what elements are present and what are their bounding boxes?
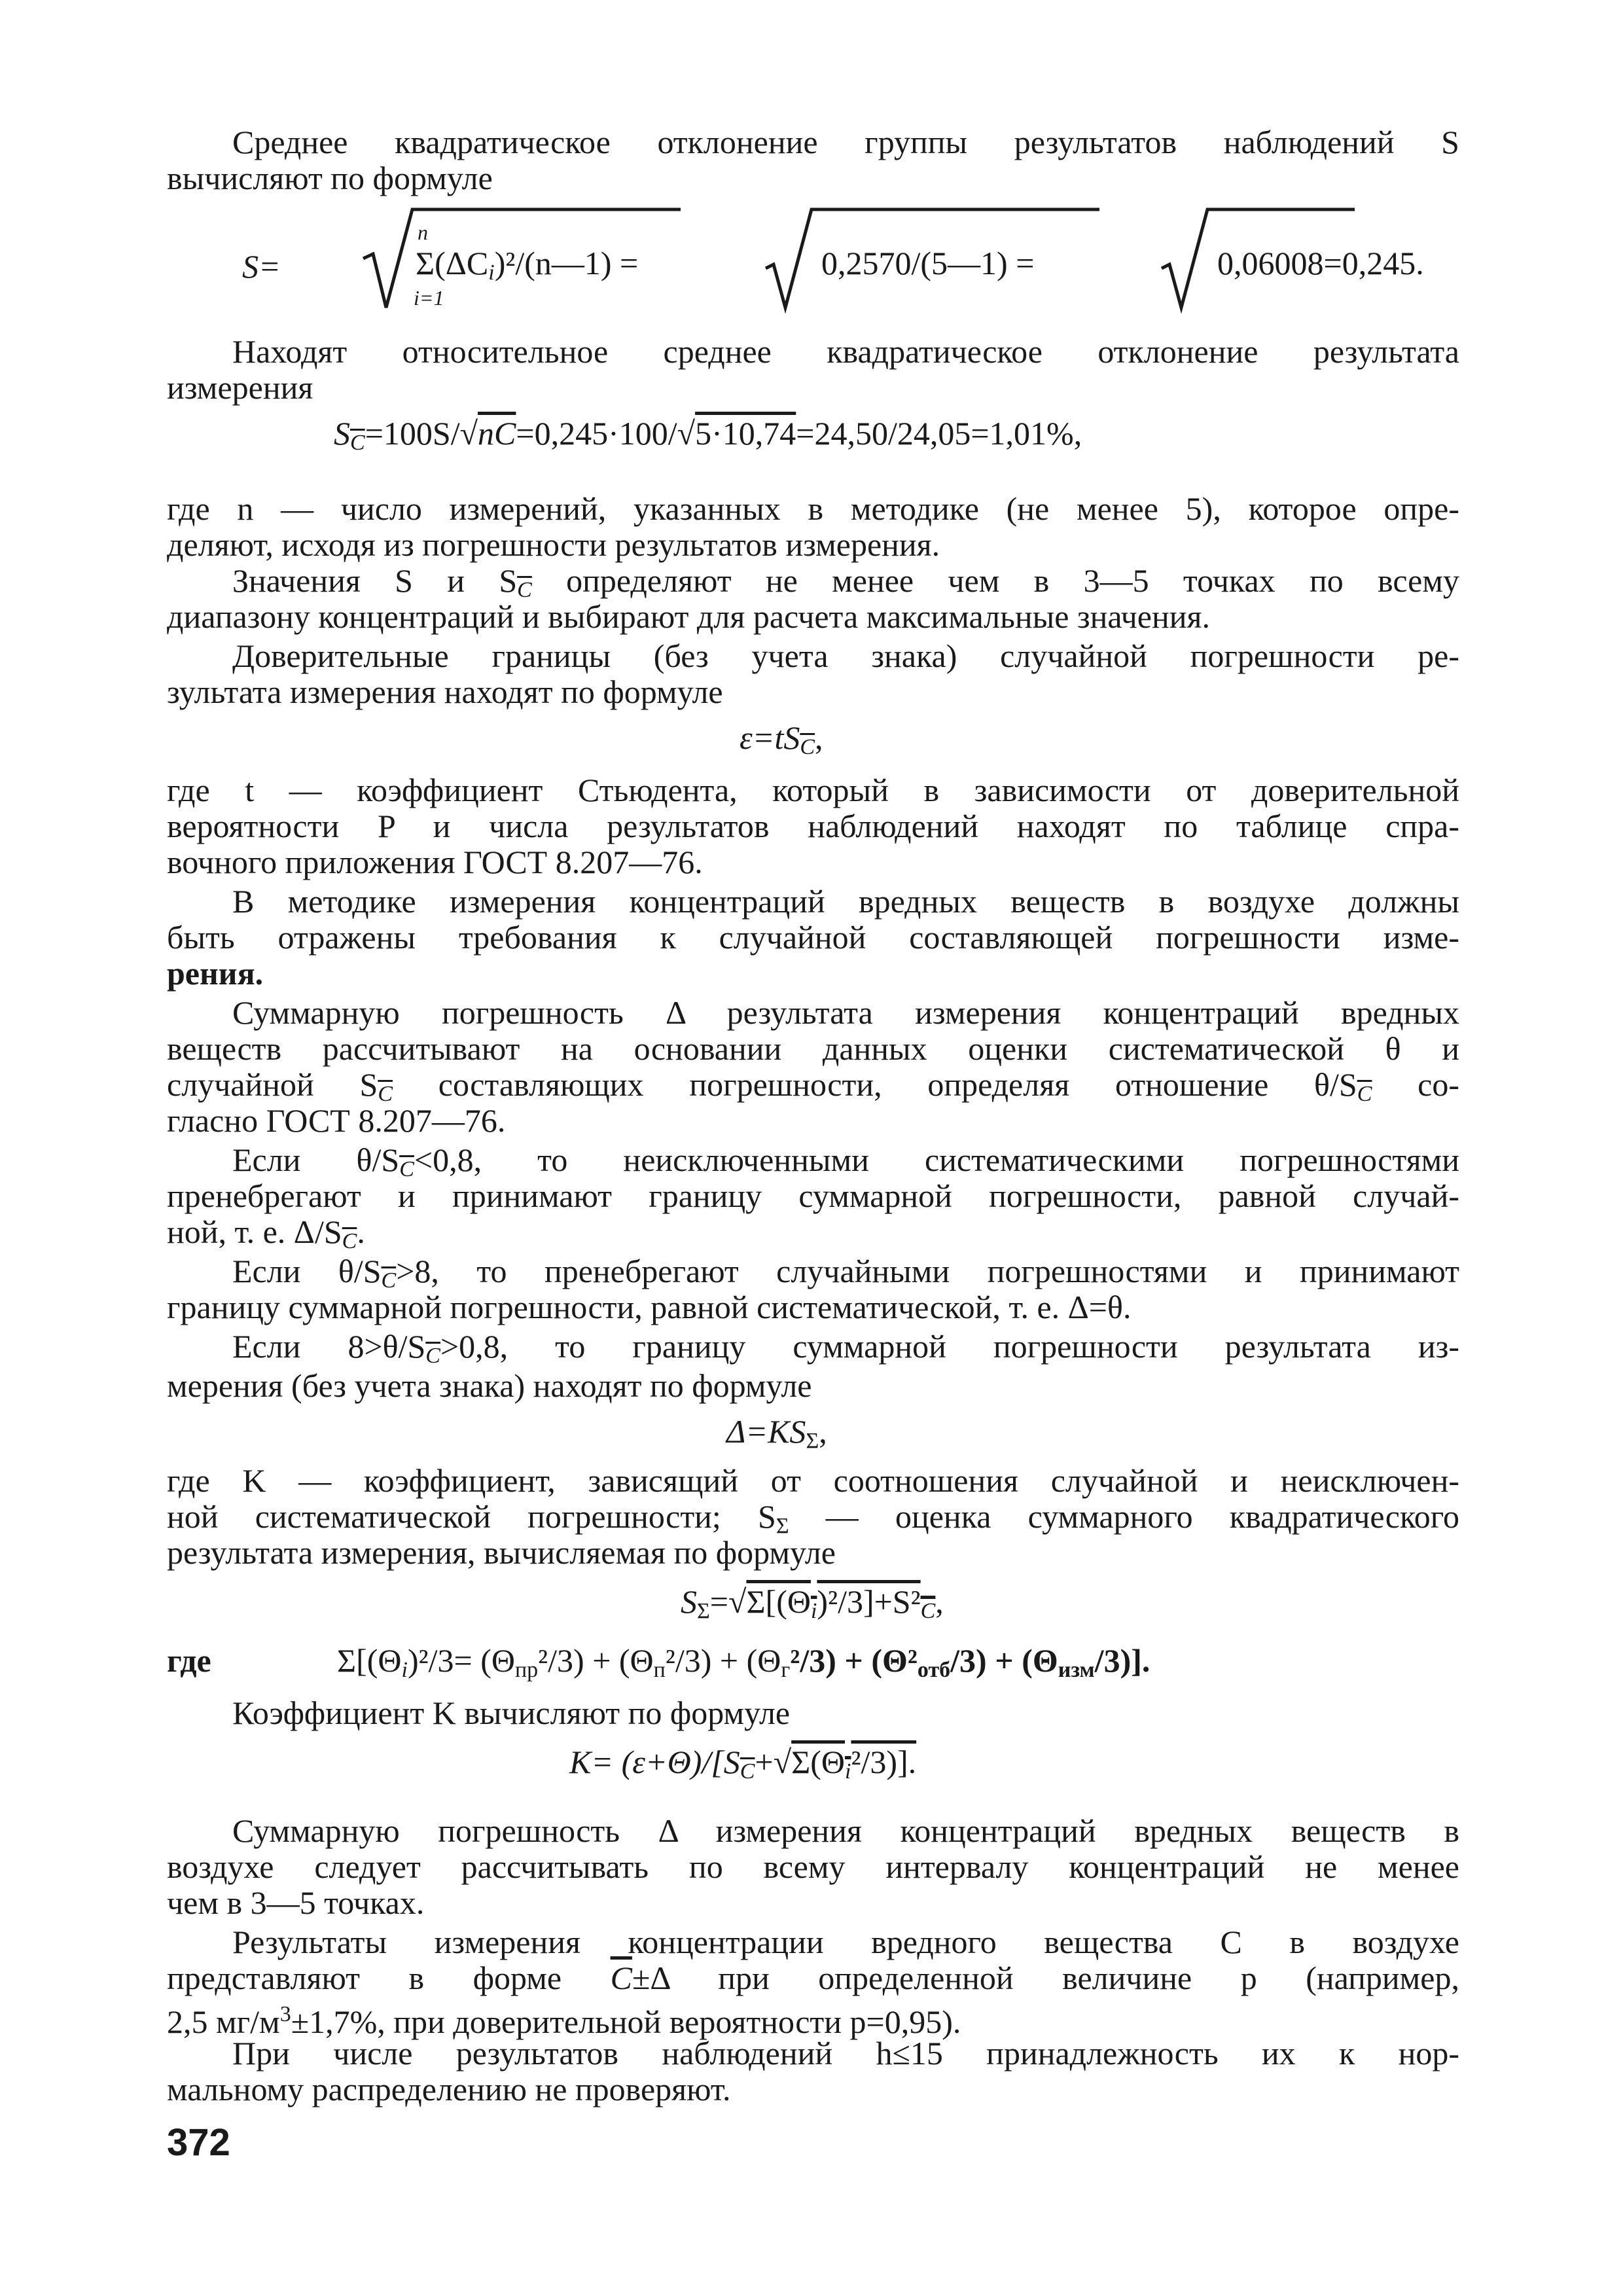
text-line: где n — число измерений, указанных в методике (не менее 5), которое опре- [167,490,1459,527]
text-line: вочного приложения ГОСТ 8.207—76. [167,844,703,880]
text-line: ной систематической погрешности; $S_\Sigma$ — оценка суммарного квадратического [167,1498,1459,1538]
text-line: вероятности P и числа результатов наблюдений находят по таблице спра- [167,808,1459,844]
formula-delta: $\Delta=KS_\Sigma$, [726,1413,827,1453]
label-where: где [167,1642,211,1679]
formula-k: $K= (\varepsilon+\Theta)/[S_{\overline{C}}+√\Sigma(\Theta_i^2/3)]$. [569,1744,917,1784]
text-line: Если $8>\theta/S_{\overline{C}}>0,8$, то границу суммарной погрешности результата из- [232,1328,1459,1368]
text-line: мерения (без учета знака) находят по формуле [167,1367,812,1404]
text-line: границу суммарной погрешности, равной систематической, т. е. Δ=θ. [167,1289,1132,1325]
text-line: Если $\theta/S_{\overline{C}}<0,8$, то неисключенными систематическими погрешностями [232,1141,1459,1181]
text-line: где t — коэффициент Стьюдента, который в зависимости от доверительной [167,772,1459,808]
text-line: ной, т. е. $\Delta/S_{\overline{C}}$. [167,1213,365,1253]
formula-part: 0,06008=0,245. [1217,245,1424,281]
text-line: веществ рассчитывают на основании данных оценки систематической θ и [167,1030,1459,1067]
text-line: Среднее квадратическое отклонение группы результатов наблюдений S [232,124,1459,160]
sum-upper: n [418,221,428,244]
text-line: Результаты измерения концентрации вредного вещества C в воздухе [232,1924,1459,1960]
text-line: рения. [167,955,264,992]
text-line: 2,5 $мг/м^3\pm 1,7\%$, при доверительной вероятности p=0,95). [167,2002,961,2040]
text-line: гласно ГОСТ 8.207—76. [167,1102,506,1139]
text-line: Суммарную погрешность Δ результата измерения концентраций вредных [232,994,1459,1031]
formula-part: 0,2570/(5—1) = [821,245,1035,281]
formula-eps: $\varepsilon=tS_{\overline{C}}$, [740,719,823,759]
text-line: Находят относительное среднее квадратическое отклонение результата [232,333,1459,370]
formula-part: $\Sigma(\Delta C_i)^2/(n—1)$ = [416,245,639,285]
formula-lhs: S= [242,248,281,285]
text-line: быть отражены требования к случайной составляющей погрешности изме- [167,919,1459,956]
text-line: Доверительные границы (без учета знака) случайной погрешности ре- [232,637,1459,674]
text-line: В методике измерения концентраций вредных веществ в воздухе должны [232,883,1459,920]
text-line: измерения [167,369,313,406]
formula-ssum: $S_\Sigma=√\Sigma[(\Theta_i)^2/3]+S^2_C$, [681,1583,944,1623]
text-line: результата измерения, вычисляемая по формуле [167,1534,836,1571]
text-line: При числе результатов наблюдений h≤15 принадлежность их к нор- [232,2035,1459,2072]
text-line: Суммарную погрешность Δ измерения концентраций вредных веществ в [232,1812,1459,1849]
text-line: зультата измерения находят по формуле [167,673,723,710]
text-line: вычисляют по формуле [167,160,493,196]
text-line: мальному распределению не проверяют. [167,2071,731,2108]
page-number: 372 [167,2121,230,2164]
text-line: чем в 3—5 точках. [167,1884,425,1921]
text-line: Коэффициент K вычисляют по формуле [232,1695,791,1731]
text-line: Значения S и $S_{\overline{C}}$ определяют не менее чем в 3—5 точках по всему [232,562,1459,602]
text-line: пренебрегают и принимают границу суммарной погрешности, равной случай- [167,1177,1459,1214]
text-line: представляют в форме $\overline{C}\pm\Delta$ при определенной величине p (например, [167,1960,1459,1996]
text-line: деляют, исходя из погрешности результатов измерения. [167,526,940,563]
formula-theta-sum: $\Sigma[(\Theta_i)^2/3= (\Theta_{пр}^2/3) + (\Theta_п^2/3) + (\Theta_г^2/3) + (\Theta^2_{отб}/3) + (\Theta_{изм}/3)]$. [337,1642,1150,1682]
text-line: Если $\theta/S_{\overline{C}}>8$, то пренебрегают случайными погрешностями и принимают [232,1253,1460,1293]
formula-sc: $S_{\overline{C}}=100S/√nC=0,245\cdot 100/√5\cdot 10,74=24,50/24,05=1,01\%$, [334,415,1082,455]
formula-s [242,196,1472,327]
text-line: случайной $S_{\overline{C}}$ составляющих погрешности, определяя отношение $\theta/S_{\overline{C}}$ со- [167,1066,1460,1106]
text-line: где K — коэффициент, зависящий от соотношения случайной и неисключен- [167,1462,1459,1499]
text-line: диапазону концентраций и выбирают для расчета максимальные значения. [167,598,1210,635]
sum-lower: i=1 [414,286,444,310]
text-line: воздухе следует рассчитывать по всему интервалу концентраций не менее [167,1848,1459,1885]
